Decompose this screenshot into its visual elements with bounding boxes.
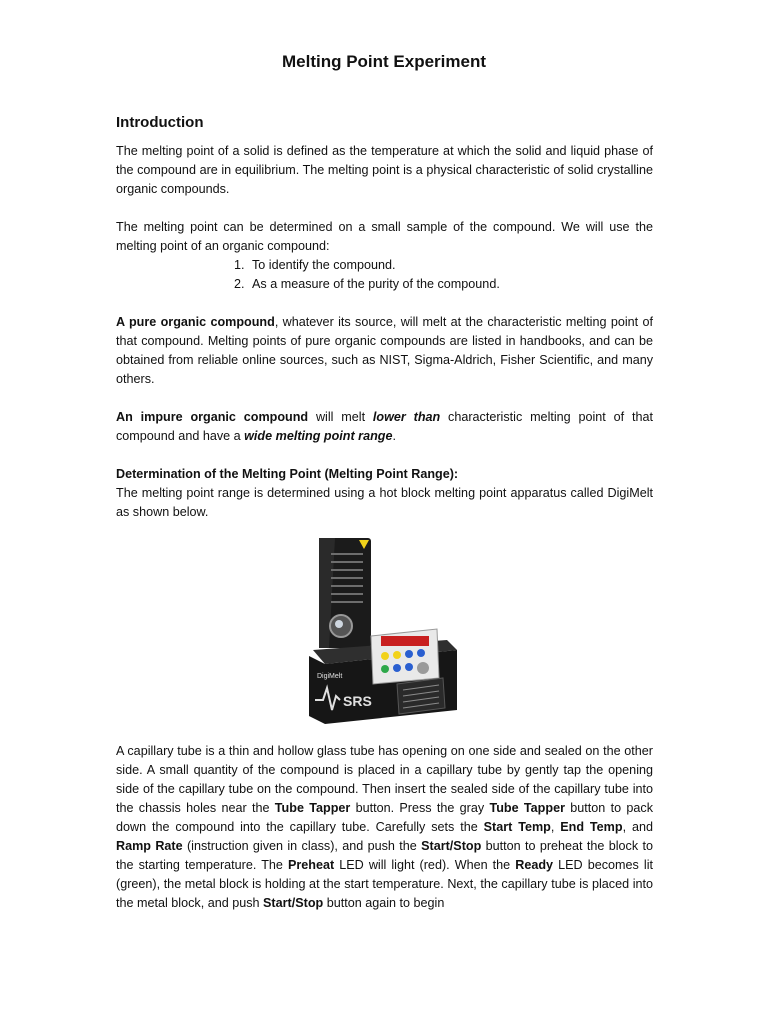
paragraph-text: will melt xyxy=(308,410,373,424)
document-body xyxy=(116,112,653,913)
bold-term: Ready xyxy=(515,858,554,872)
button-yellow-icon xyxy=(393,651,401,659)
paragraph-text: A capillary tube is a thin and hollow glass tube has opening on one side and sealed on the other side. A small quantity of the compound is placed in a capillary tube by gently tap the opening side of the capillary tube on the compound. Then insert the sealed side of the capillary tube into the chassis holes near the xyxy=(116,744,653,815)
button-blue-icon xyxy=(405,650,413,658)
tube-tapper-button-icon xyxy=(417,662,429,674)
bold-term: Tube Tapper xyxy=(489,801,565,815)
button-blue-icon xyxy=(405,663,413,671)
digimelt-apparatus-image xyxy=(305,532,465,728)
button-green-icon xyxy=(381,665,389,673)
paragraph-text: characteristic melting point of that compound and have a xyxy=(116,410,653,443)
impure-compound-paragraph xyxy=(116,408,653,446)
determination-paragraph: The melting point range is determined using a hot block melting point apparatus called DigiMelt as shown below. xyxy=(116,486,653,519)
paragraph-text: button. Press the gray xyxy=(350,801,490,815)
bold-term: Start/Stop xyxy=(421,839,482,853)
button-blue-icon xyxy=(393,664,401,672)
paragraph-text: , whatever its source, will melt at the characteristic melting point of that compound. Melting points of pure organic compounds are listed in handbooks, and can be obtained from reliable online sources, such as NIST, Sigma-Aldrich, Fisher Scientific, and many others. xyxy=(116,315,653,386)
emphasis-term: wide melting point range xyxy=(244,429,393,443)
bold-term: Tube Tapper xyxy=(274,801,351,815)
bold-term: Preheat xyxy=(287,858,335,872)
paragraph-text: . xyxy=(392,429,396,443)
paragraph-text: button to pack down the compound into the capillary tube. Carefully sets the xyxy=(116,801,653,834)
pure-compound-paragraph xyxy=(116,313,653,389)
emphasis-term: lower than xyxy=(372,410,441,424)
list-item: 2. As a measure of the purity of the compound. xyxy=(248,275,653,294)
paragraph-text: button to preheat the block to the starting temperature. The xyxy=(116,839,653,872)
brand-label: DigiMelt xyxy=(316,673,342,680)
intro-paragraph-2: The melting point can be determined on a small sample of the compound. We will use the melting point of an organic compound: xyxy=(116,220,653,253)
bold-term: A pure organic compound xyxy=(116,315,275,329)
paragraph-text: (instruction given in class), and push the xyxy=(182,839,422,853)
bold-term: End Temp xyxy=(560,820,623,834)
determination-heading: Determination of the Melting Point (Melting Point Range): xyxy=(116,467,459,481)
temperature-display xyxy=(381,636,429,646)
bold-term: Start Temp xyxy=(483,820,551,834)
srs-logo: SRS xyxy=(342,693,372,709)
document-title: Melting Point Experiment xyxy=(281,52,487,71)
paragraph-text: LED will light (red). When the xyxy=(334,858,516,872)
section-heading-introduction: Introduction xyxy=(116,114,204,131)
paragraph-text: , xyxy=(550,820,561,834)
button-yellow-icon xyxy=(381,652,389,660)
paragraph-text: button again to begin xyxy=(323,896,445,910)
uses-list xyxy=(116,256,653,294)
intro-paragraph-1: The melting point of a solid is defined as the temperature at which the solid and liquid phase of the compound are in equilibrium. The melting point is a physical characteristic of solid crystalline organic compounds. xyxy=(116,144,653,196)
paragraph-text: , and xyxy=(622,820,653,834)
bold-term: Start/Stop xyxy=(263,896,324,910)
bold-term: An impure organic compound xyxy=(116,410,309,424)
bold-term: Ramp Rate xyxy=(116,839,183,853)
capillary-paragraph xyxy=(116,742,653,913)
button-blue-icon xyxy=(417,649,425,657)
digimelt-figure xyxy=(116,532,653,728)
cooling-fins xyxy=(331,554,363,602)
paragraph-text: LED becomes lit (green), the metal block is holding at the start temperature. Next, the capillary tube is placed into the metal block, and push xyxy=(116,858,653,910)
list-item: 1. To identify the compound. xyxy=(248,256,653,275)
